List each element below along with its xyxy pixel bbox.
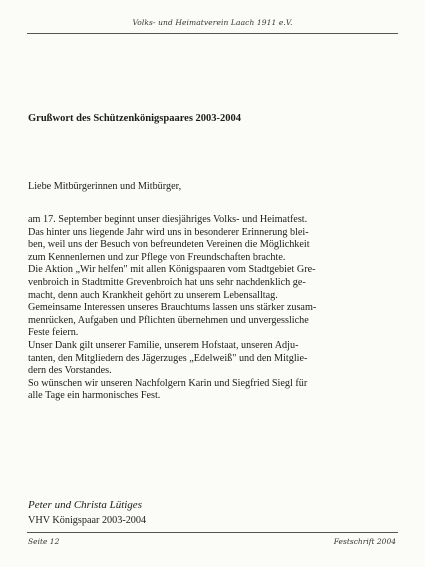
running-header: Volks- und Heimatverein Laach 1911 e.V. — [132, 18, 293, 27]
page-number: Seite 12 — [28, 537, 60, 546]
body-line: zum Kennenlernen und zur Pflege von Freundschaften brachte. — [28, 251, 286, 263]
body-line: dern des Vorstandes. — [28, 365, 112, 377]
footer-divider — [27, 532, 398, 533]
body-line: menrücken, Aufgaben und Pflichten übernehmen und unvergessliche — [28, 314, 309, 326]
body-line: alle Tage ein harmonisches Fest. — [28, 390, 161, 402]
header-divider — [27, 33, 398, 34]
body-line: Das hinter uns liegende Jahr wird uns in besonderer Erinnerung blei- — [28, 226, 309, 238]
body-line: tanten, den Mitgliedern des Jägerzuges „Edelweiß" und den Mitglie- — [28, 352, 308, 364]
body-line: Unser Dank gilt unserer Familie, unserem Hofstaat, unseren Adju- — [28, 339, 299, 351]
publication-name: Festschrift 2004 — [333, 537, 396, 546]
body-line: Gemeinsame Interessen unseres Brauchtums lassen uns stärker zusam- — [28, 302, 317, 314]
signature-role: VHV Königspaar 2003-2004 — [28, 515, 147, 526]
body-line: So wünschen wir unseren Nachfolgern Karin und Siegfried Siegl für — [28, 377, 308, 389]
body-line: Die Aktion „Wir helfen" mit allen Königspaaren vom Stadtgebiet Gre- — [28, 264, 316, 276]
body-text — [28, 214, 398, 403]
body-line: venbroich in Stadtmitte Grevenbroich hat uns sehr nachdenklich ge- — [28, 276, 306, 288]
body-line: Feste feiern. — [28, 327, 79, 339]
page-title: Grußwort des Schützenkönigspaares 2003-2004 — [28, 113, 242, 124]
body-line: macht, denn auch Krankheit gehört zu unserem Lebensalltag. — [28, 289, 278, 301]
body-line: am 17. September beginnt unser diesjähriges Volks- und Heimatfest. — [28, 214, 308, 225]
salutation: Liebe Mitbürgerinnen und Mitbürger, — [28, 181, 182, 192]
signature-names: Peter und Christa Lütiges — [28, 499, 142, 511]
body-line: ben, weil uns der Besuch von befreundeten Vereinen die Möglichkeit — [28, 239, 310, 251]
